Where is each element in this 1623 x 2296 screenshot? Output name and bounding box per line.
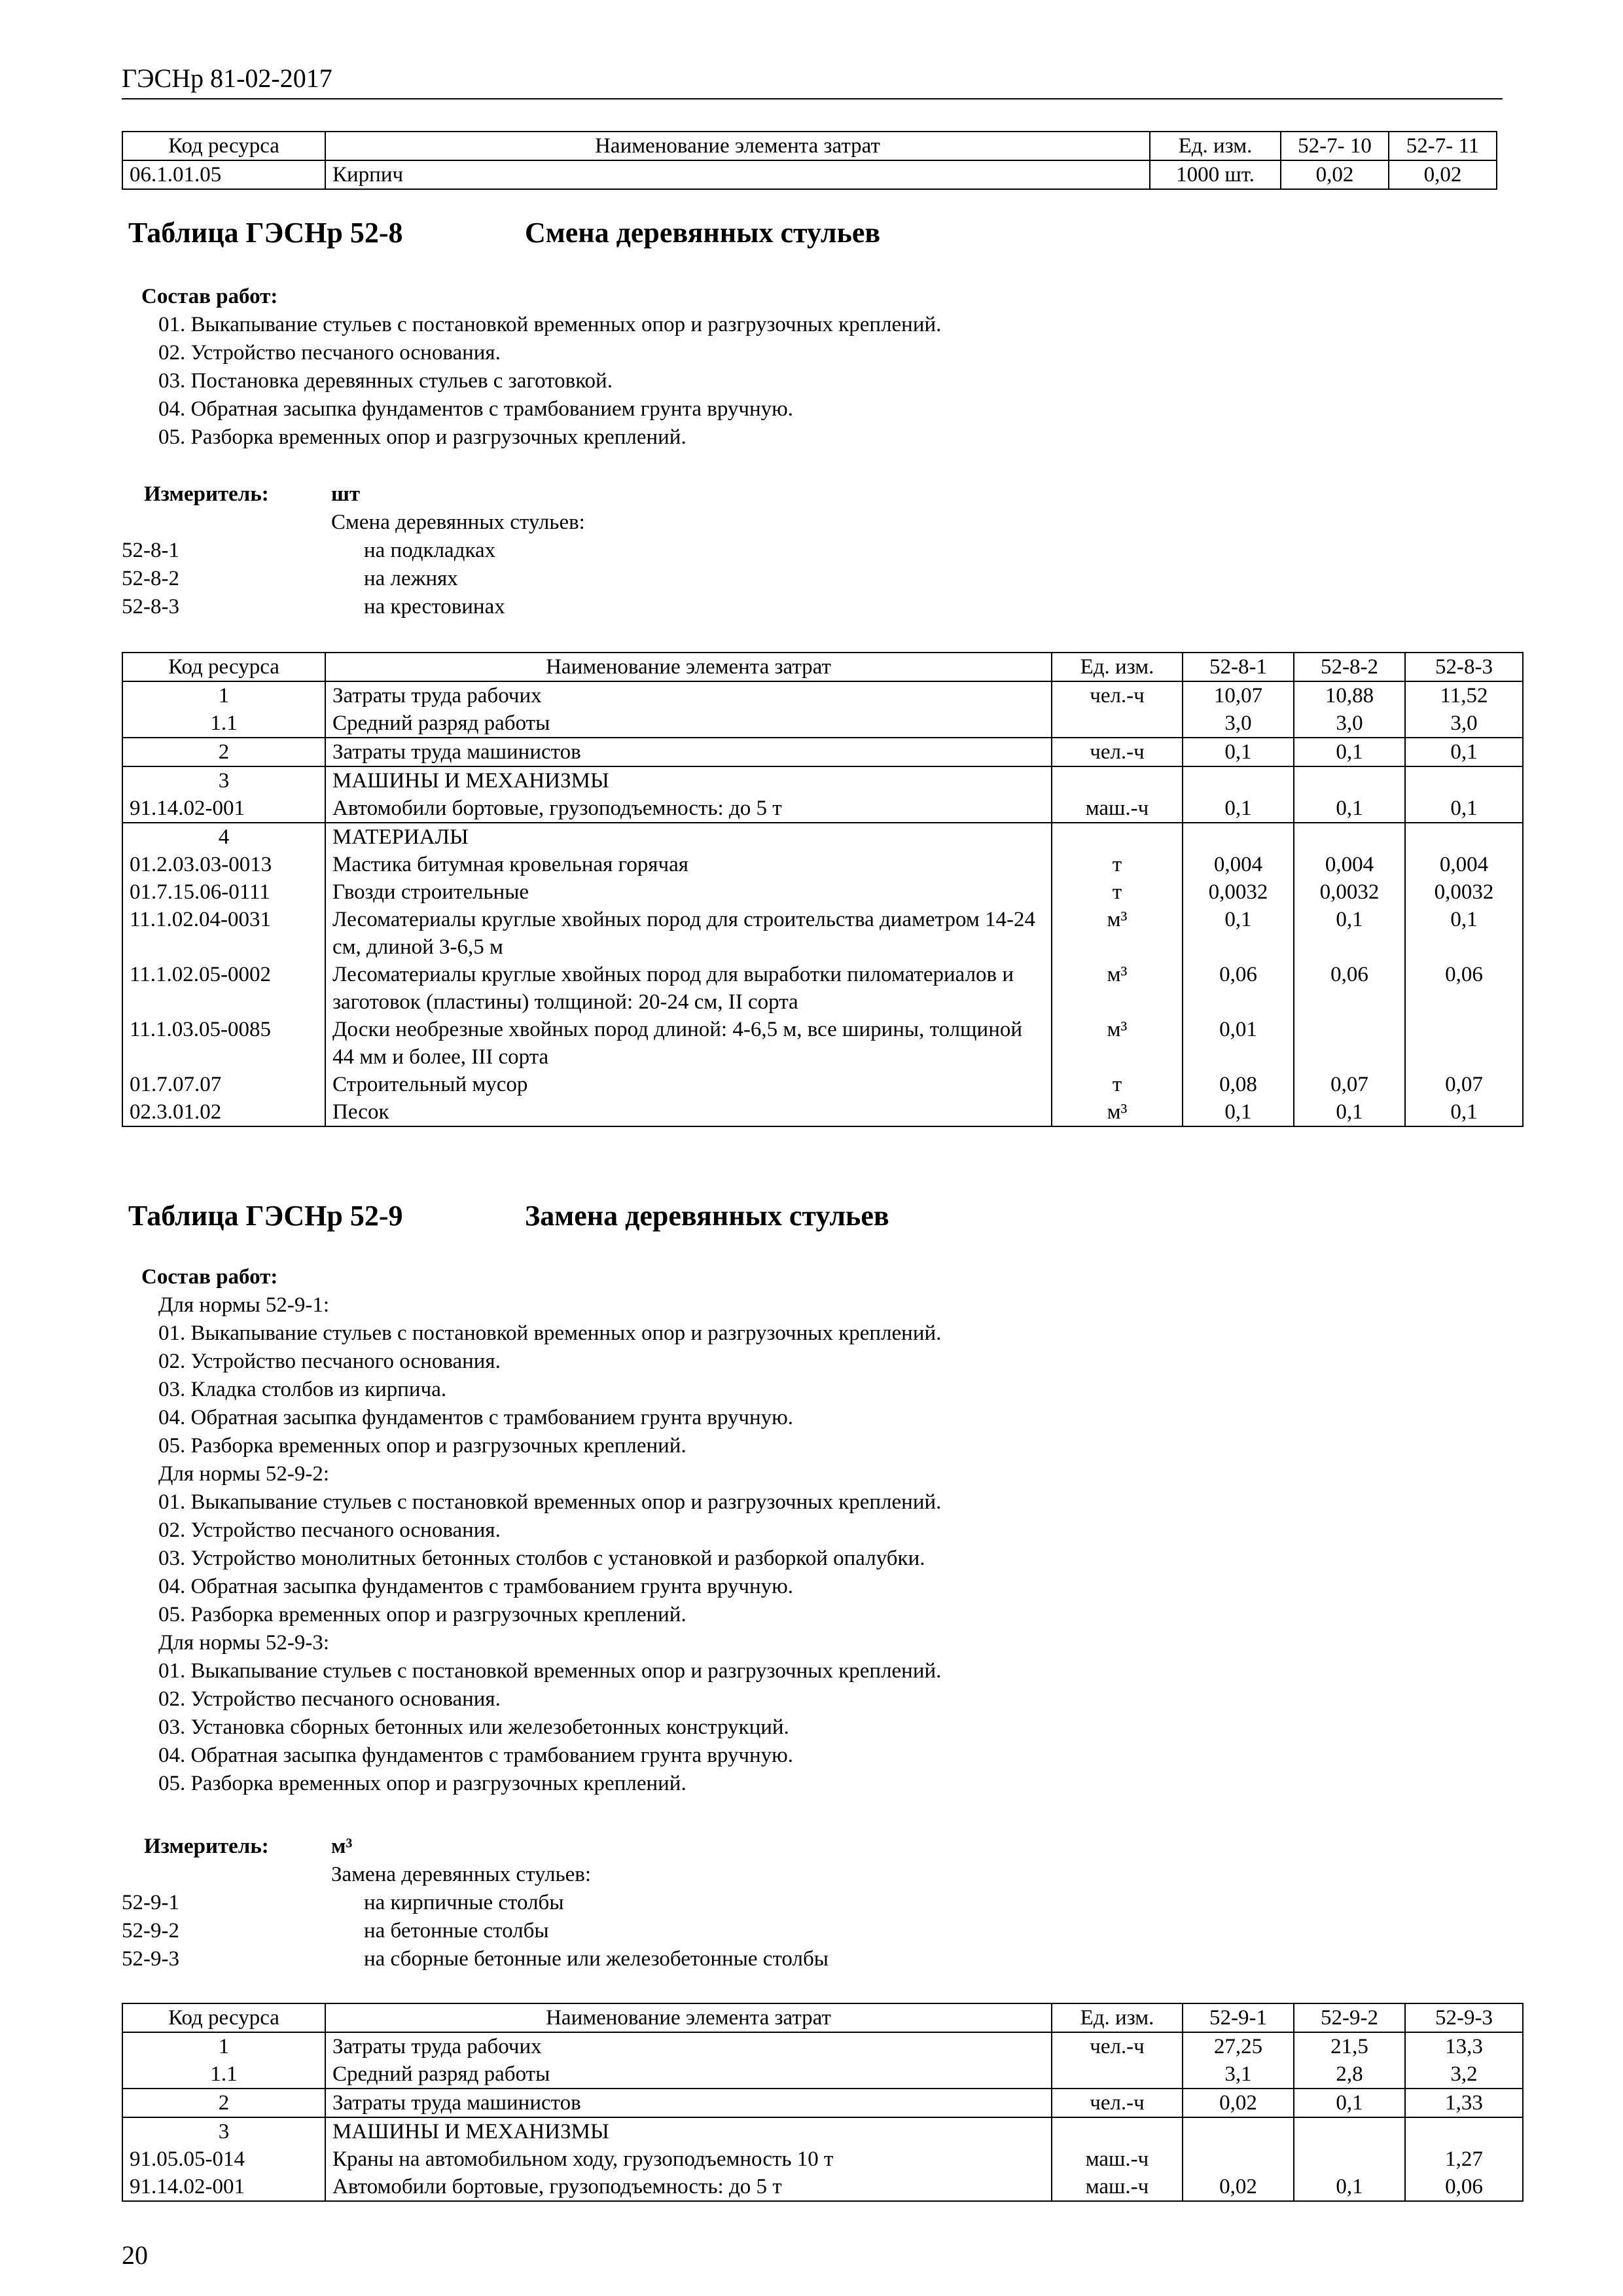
value-cell: 0,0032 [1183,878,1294,906]
value-cell: 0,1 [1294,2173,1405,2201]
unit: маш.-ч [1052,2173,1183,2201]
unit: м³ [1052,906,1183,961]
resource-code: 91.14.02-001 [122,2173,325,2201]
header-rule [122,98,1503,99]
table-row [122,906,1523,961]
value-cell: 0,06 [1405,961,1523,1016]
unit: чел.-ч [1052,681,1183,709]
norm-code: 52-8-1 [122,539,179,562]
meter-unit: м³ [331,1835,353,1858]
value-cell: 0,004 [1405,851,1523,878]
value-cell [1183,2117,1294,2145]
value-cell: 0,02 [1183,2089,1294,2117]
work-item: 05. Разборка временных опор и разгрузочных креплений. [158,1772,687,1795]
table-row [122,2032,1523,2060]
cost-element-name: Кирпич [325,160,1150,189]
cost-element-name: Песок [325,1098,1052,1126]
table-row [122,961,1523,1016]
work-item: 05. Разборка временных опор и разгрузочных креплений. [158,425,687,449]
value-cell: 0,01 [1183,1016,1294,1071]
value-cell: 0,1 [1294,738,1405,766]
value-cell: 0,1 [1294,1098,1405,1126]
work-item: 01. Выкапывание стульев с постановкой временных опор и разгрузочных креплений. [158,1490,942,1514]
value-cell [1405,823,1523,851]
value-cell: 13,3 [1405,2032,1523,2060]
meter-unit: шт [331,482,361,506]
table-header-row [122,2003,1523,2032]
meter-block-52-9 [122,1833,1300,1973]
unit: чел.-ч [1052,2089,1183,2117]
work-item: 02. Устройство песчаного основания. [158,1687,501,1711]
value-cell: 10,07 [1183,681,1294,709]
table-heading-52-8 [128,216,881,250]
value-cell [1294,1016,1405,1071]
norm-code: 52-9-2 [122,1919,179,1943]
table-heading-52-9 [128,1199,889,1233]
column-header: 52-8-1 [1183,653,1294,681]
table-row [122,2173,1523,2201]
work-item: 05. Разборка временных опор и разгрузочных креплений. [158,1603,687,1626]
column-header: Наименование элемента затрат [325,2003,1052,2032]
page-number: 20 [122,2240,148,2270]
value-cell [1405,766,1523,795]
works-label: Состав работ: [141,285,278,308]
norm-row [122,1945,1300,1973]
value-cell: 0,0032 [1294,878,1405,906]
works-label: Состав работ: [141,1265,278,1289]
norm-subheading: Для нормы 52-9-1: [158,1293,330,1317]
value-cell: 2,8 [1294,2060,1405,2089]
table-row [122,709,1523,738]
resource-code: 11.1.02.05-0002 [122,961,325,1016]
meter-label: Измеритель: [144,482,269,506]
resource-code: 91.14.02-001 [122,795,325,823]
value-cell: 0,1 [1183,1098,1294,1126]
value-cell [1294,766,1405,795]
value-cell: 0,06 [1183,961,1294,1016]
norm-text: на бетонные столбы [364,1919,549,1943]
value-cell: 0,08 [1183,1071,1294,1098]
cost-element-name: Лесоматериалы круглые хвойных пород для строительства диаметром 14-24 см, длиной 3-6,5 м [325,906,1052,961]
work-item: 01. Выкапывание стульев с постановкой временных опор и разгрузочных креплений. [158,313,942,336]
section-title: МАШИНЫ И МЕХАНИЗМЫ [325,2117,1052,2145]
norm-code: 52-8-3 [122,595,179,619]
unit [1052,766,1183,795]
value-cell: 1,27 [1405,2145,1523,2173]
value-cell [1405,1016,1523,1071]
norm-code: 52-9-1 [122,1891,179,1914]
column-header: 52-7- 11 [1389,132,1497,160]
norm-code: 52-9-3 [122,1947,179,1971]
unit: т [1052,1071,1183,1098]
column-header: Ед. изм. [1052,653,1183,681]
resource-code: 01.2.03.03-0013 [122,851,325,878]
work-item: 02. Устройство песчаного основания. [158,1350,501,1373]
meter-caption: Замена деревянных стульев: [331,1863,592,1886]
resource-code: 3 [122,2117,325,2145]
value-cell: 11,52 [1405,681,1523,709]
value-cell: 0,1 [1183,795,1294,823]
table-row [122,681,1523,709]
resource-table-52-9 [122,2003,1524,2202]
resource-code: 4 [122,823,325,851]
works-composition-52-8 [141,283,941,452]
value-cell: 0,004 [1183,851,1294,878]
column-header: Код ресурса [122,2003,325,2032]
work-item: 03. Постановка деревянных стульев с заготовкой. [158,369,613,393]
resource-code: 91.05.05-014 [122,2145,325,2173]
prev-table [122,131,1497,190]
unit [1052,709,1183,738]
meter-block-52-8 [122,480,1300,621]
value-cell [1405,2117,1523,2145]
table-row [122,1071,1523,1098]
value-cell: 10,88 [1294,681,1405,709]
table-number: Таблица ГЭСНр 52-9 [128,1200,403,1232]
value-cell: 21,5 [1294,2032,1405,2060]
work-item: 03. Установка сборных бетонных или железобетонных конструкций. [158,1715,789,1739]
unit: маш.-ч [1052,2145,1183,2173]
resource-code: 1.1 [122,709,325,738]
column-header: 52-9-2 [1294,2003,1405,2032]
work-item: 02. Устройство песчаного основания. [158,341,501,365]
column-header: Ед. изм. [1150,132,1281,160]
unit: м³ [1052,1016,1183,1071]
work-item: 02. Устройство песчаного основания. [158,1518,501,1542]
column-header: Код ресурса [122,132,325,160]
cost-element-name: Автомобили бортовые, грузоподъемность: до 5 т [325,795,1052,823]
norm-row [122,565,1300,593]
table-row [122,2117,1523,2145]
table-number: Таблица ГЭСНр 52-8 [128,217,403,249]
cost-element-name: Средний разряд работы [325,709,1052,738]
resource-code: 11.1.02.04-0031 [122,906,325,961]
meter-caption: Смена деревянных стульев: [331,511,585,534]
value-cell [1183,766,1294,795]
resource-code: 01.7.15.06-0111 [122,878,325,906]
norm-row [122,593,1300,621]
resource-code: 1.1 [122,2060,325,2089]
value-cell: 3,2 [1405,2060,1523,2089]
unit [1052,2117,1183,2145]
norm-text: на кирпичные столбы [364,1891,564,1914]
column-header: Ед. изм. [1052,2003,1183,2032]
value-cell: 0,07 [1294,1071,1405,1098]
norm-row [122,1889,1300,1917]
value-cell: 27,25 [1183,2032,1294,2060]
table-row [122,795,1523,823]
resource-code: 06.1.01.05 [122,160,325,189]
value-cell: 0,02 [1281,160,1389,189]
value-cell: 0,1 [1294,2089,1405,2117]
unit: т [1052,851,1183,878]
norm-text: на подкладках [364,539,496,562]
table-row [122,2089,1523,2117]
value-cell: 0,06 [1294,961,1405,1016]
value-cell: 0,0032 [1405,878,1523,906]
resource-code: 2 [122,738,325,766]
value-cell [1294,823,1405,851]
value-cell: 0,06 [1405,2173,1523,2201]
value-cell: 3,0 [1183,709,1294,738]
norm-text: на лежнях [364,567,458,590]
column-header: Наименование элемента затрат [325,653,1052,681]
section-title: МАШИНЫ И МЕХАНИЗМЫ [325,766,1052,795]
cost-element-name: Лесоматериалы круглые хвойных пород для выработки пиломатериалов и заготовок (пластины) толщиной: 20-24 см, II сорта [325,961,1052,1016]
unit: маш.-ч [1052,795,1183,823]
unit: м³ [1052,961,1183,1016]
norm-code: 52-8-2 [122,567,179,590]
resource-code: 2 [122,2089,325,2117]
column-header: 52-9-3 [1405,2003,1523,2032]
cost-element-name: Доски необрезные хвойных пород длиной: 4-6,5 м, все ширины, толщиной 44 мм и более, III сорта [325,1016,1052,1071]
unit [1052,823,1183,851]
table-title: Смена деревянных стульев [525,217,881,249]
resource-code: 1 [122,681,325,709]
table-row [122,738,1523,766]
value-cell: 0,1 [1405,906,1523,961]
value-cell: 0,1 [1405,1098,1523,1126]
work-item: 01. Выкапывание стульев с постановкой временных опор и разгрузочных креплений. [158,1659,942,1683]
table-row [122,1016,1523,1071]
column-header: Код ресурса [122,653,325,681]
work-item: 03. Устройство монолитных бетонных столбов с установкой и разборкой опалубки. [158,1547,925,1570]
column-header: 52-9-1 [1183,2003,1294,2032]
value-cell: 0,1 [1294,795,1405,823]
value-cell [1183,2145,1294,2173]
work-item: 04. Обратная засыпка фундаментов с трамбованием грунта вручную. [158,397,794,421]
cost-element-name: Гвозди строительные [325,878,1052,906]
cost-element-name: Автомобили бортовые, грузоподъемность: до 5 т [325,2173,1052,2201]
work-item: 04. Обратная засыпка фундаментов с трамбованием грунта вручную. [158,1406,794,1429]
value-cell: 0,07 [1405,1071,1523,1098]
resource-code: 01.7.07.07 [122,1071,325,1098]
works-composition-52-9 [141,1263,941,1798]
table-header-row [122,132,1497,160]
value-cell [1294,2145,1405,2173]
cost-element-name: Затраты труда машинистов [325,2089,1052,2117]
meter-label: Измеритель: [144,1835,269,1858]
resource-code: 3 [122,766,325,795]
table-header-row [122,653,1523,681]
unit: 1000 шт. [1150,160,1281,189]
value-cell: 0,1 [1183,738,1294,766]
work-item: 04. Обратная засыпка фундаментов с трамбованием грунта вручную. [158,1575,794,1598]
resource-code: 02.3.01.02 [122,1098,325,1126]
work-item: 03. Кладка столбов из кирпича. [158,1378,447,1401]
work-item: 05. Разборка временных опор и разгрузочных креплений. [158,1434,687,1458]
cost-element-name: Мастика битумная кровельная горячая [325,851,1052,878]
work-item: 04. Обратная засыпка фундаментов с трамбованием грунта вручную. [158,1744,794,1767]
value-cell: 0,1 [1294,906,1405,961]
table-row [122,1098,1523,1126]
value-cell: 1,33 [1405,2089,1523,2117]
value-cell: 3,0 [1294,709,1405,738]
running-header: ГЭСНр 81-02-2017 [122,63,332,93]
unit [1052,2060,1183,2089]
norm-row [122,537,1300,565]
resource-table-52-8 [122,652,1524,1127]
value-cell: 0,02 [1389,160,1497,189]
table-row [122,851,1523,878]
cost-element-name: Затраты труда рабочих [325,2032,1052,2060]
cost-element-name: Затраты труда машинистов [325,738,1052,766]
table-row [122,766,1523,795]
table-row [122,878,1523,906]
column-header: 52-8-3 [1405,653,1523,681]
column-header: 52-8-2 [1294,653,1405,681]
column-header: 52-7- 10 [1281,132,1389,160]
table-row [122,823,1523,851]
cost-element-name: Краны на автомобильном ходу, грузоподъемность 10 т [325,2145,1052,2173]
value-cell: 3,0 [1405,709,1523,738]
table-row [122,2060,1523,2089]
cost-element-name: Строительный мусор [325,1071,1052,1098]
column-header: Наименование элемента затрат [325,132,1150,160]
cost-element-name: Средний разряд работы [325,2060,1052,2089]
resource-code: 1 [122,2032,325,2060]
norm-text: на крестовинах [364,595,505,619]
table-row [122,160,1497,189]
norm-subheading: Для нормы 52-9-2: [158,1462,330,1486]
unit: чел.-ч [1052,738,1183,766]
value-cell: 0,004 [1294,851,1405,878]
value-cell: 0,1 [1405,795,1523,823]
value-cell: 3,1 [1183,2060,1294,2089]
section-title: МАТЕРИАЛЫ [325,823,1052,851]
unit: т [1052,878,1183,906]
norm-text: на сборные бетонные или железобетонные столбы [364,1947,829,1971]
cost-element-name: Затраты труда рабочих [325,681,1052,709]
table-title: Замена деревянных стульев [525,1200,889,1232]
resource-code: 11.1.03.05-0085 [122,1016,325,1071]
norm-subheading: Для нормы 52-9-3: [158,1631,330,1655]
value-cell: 0,1 [1405,738,1523,766]
norm-row [122,1917,1300,1945]
value-cell: 0,1 [1183,906,1294,961]
unit: м³ [1052,1098,1183,1126]
value-cell: 0,02 [1183,2173,1294,2201]
unit: чел.-ч [1052,2032,1183,2060]
value-cell [1183,823,1294,851]
work-item: 01. Выкапывание стульев с постановкой временных опор и разгрузочных креплений. [158,1321,942,1345]
table-row [122,2145,1523,2173]
value-cell [1294,2117,1405,2145]
